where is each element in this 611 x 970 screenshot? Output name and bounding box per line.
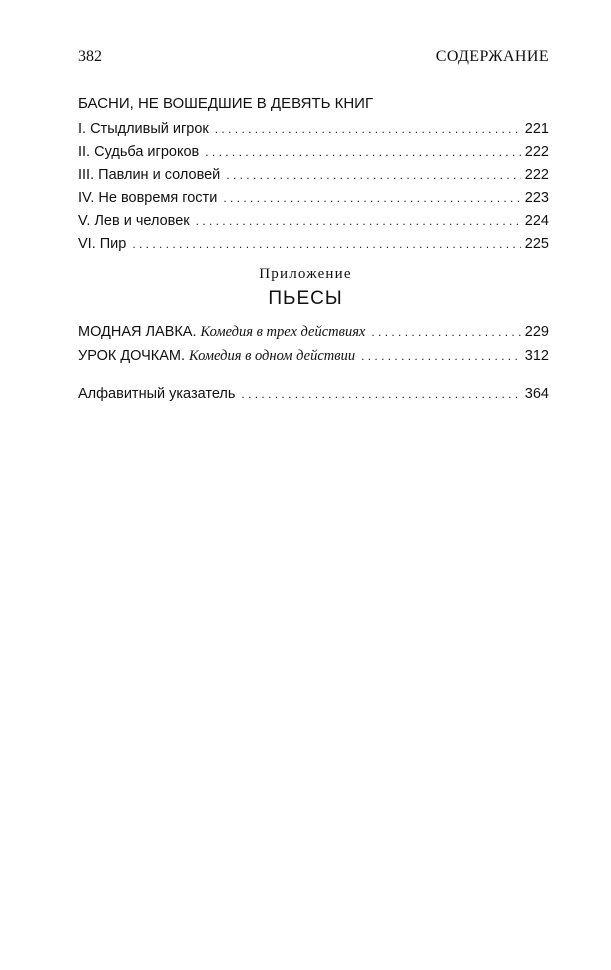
toc-entry-label: IV. Не вовремя гости: [78, 190, 218, 206]
dot-leader: [205, 141, 521, 164]
toc-entry[interactable]: [78, 383, 549, 406]
toc-entry-label: [78, 320, 371, 344]
toc-entry-label: VI. Пир: [78, 236, 127, 252]
toc-entry-label: III. Павлин и соловей: [78, 167, 221, 183]
dot-leader: [215, 118, 521, 141]
dot-leader: [371, 320, 520, 344]
toc-entry-label: II. Судьба игроков: [78, 144, 200, 160]
toc-entry-page: 229: [524, 324, 549, 340]
running-title: СОДЕРЖАНИЕ: [435, 48, 549, 65]
toc-entry-page: 364: [524, 386, 549, 402]
toc-entry[interactable]: [78, 141, 549, 164]
toc-entry-page: 221: [524, 121, 549, 137]
index-toc-list: [78, 383, 549, 406]
toc-entry-label: [78, 344, 361, 368]
play-subtitle: Комедия в одном действии: [189, 348, 356, 364]
toc-entry[interactable]: [78, 320, 549, 344]
toc-entry-label: I. Стыдливый игрок: [78, 121, 209, 137]
toc-entry[interactable]: [78, 233, 549, 256]
appendix-title: ПЬЕСЫ: [268, 288, 343, 309]
dot-leader: [241, 383, 520, 406]
toc-entry-label: V. Лев и человек: [78, 213, 190, 229]
plays-toc-list: [78, 320, 549, 368]
page-number: 382: [78, 48, 102, 65]
play-title: МОДНАЯ ЛАВКА.: [78, 324, 197, 340]
dot-leader: [223, 187, 520, 210]
play-title: УРОК ДОЧКАМ.: [78, 348, 185, 364]
fables-toc-list: [78, 118, 549, 256]
dot-leader: [196, 210, 521, 233]
toc-entry-page: 225: [524, 236, 549, 252]
toc-entry-label: Алфавитный указатель: [78, 386, 236, 402]
toc-entry[interactable]: [78, 164, 549, 187]
toc-entry[interactable]: [78, 344, 549, 368]
appendix-label: Приложение: [259, 266, 352, 282]
play-subtitle: Комедия в трех действиях: [200, 324, 366, 340]
fables-section-heading: БАСНИ, НЕ ВОШЕДШИЕ В ДЕВЯТЬ КНИГ: [78, 95, 374, 112]
running-head: [78, 48, 549, 72]
toc-entry[interactable]: [78, 118, 549, 141]
toc-entry[interactable]: [78, 210, 549, 233]
dot-leader: [226, 164, 521, 187]
toc-entry-page: 222: [524, 167, 549, 183]
toc-entry[interactable]: [78, 187, 549, 210]
toc-entry-page: 222: [524, 144, 549, 160]
dot-leader: [361, 344, 521, 368]
toc-entry-page: 312: [524, 348, 549, 364]
toc-entry-page: 223: [524, 190, 549, 206]
toc-entry-page: 224: [524, 213, 549, 229]
dot-leader: [132, 233, 520, 256]
